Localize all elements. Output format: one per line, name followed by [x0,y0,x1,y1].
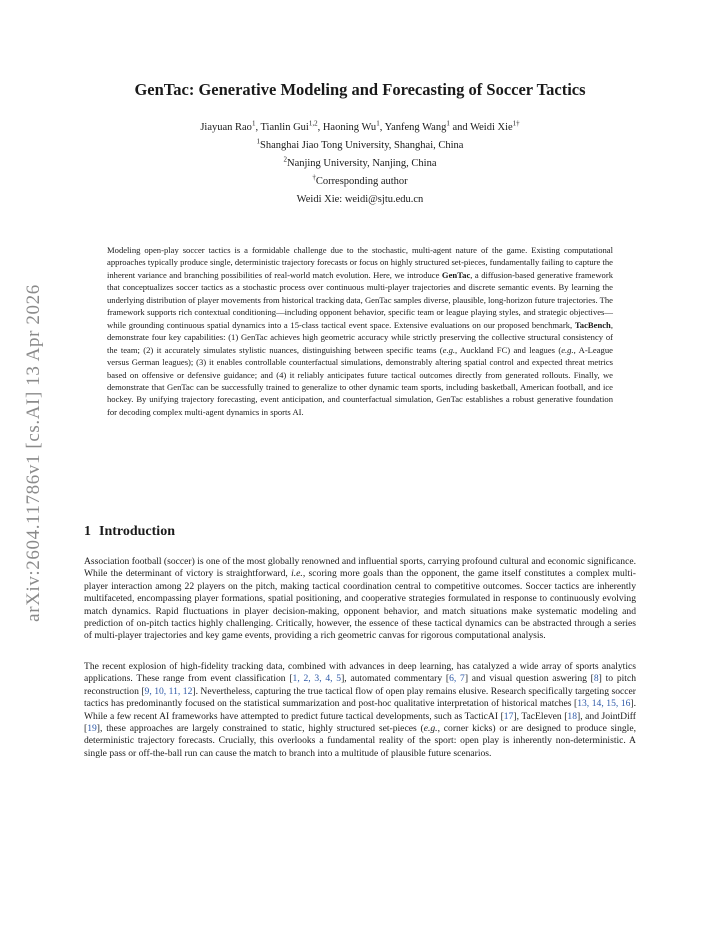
body-text: Association football (soccer) is one of the most globally renowned and influential sports, carrying profound cultural and economic significance. While the determinant of victory is straightforward, [84,556,637,580]
affiliation-text: Nanjing University, Nanjing, China [286,158,437,169]
abstract-text: , a diffusion-based generative framework that conceptualizes soccer tactics as a stochastic process over continuous multi-player trajectories and discrete semantic events. By learning the underlying distribution of player movements from historical tracking data, GenTac samples diverse, plausible, long-horizon future trajectories. The framework supports rich contextual conditioning—including opponent behavior, specific team or league playing styles, and strategic objectives—while grounding continuous spatial dynamics into a 15-class tactical event space. Extensive evaluations on our proposed benchmark, [107,269,613,330]
body-text: The recent explosion of high-fidelity tracking data, combined with advances in deep learning, has catalyzed a wide array of sports analytics applications. These range from event classification [ [84,661,636,685]
affiliation-line [84,155,636,173]
author-affiliation-mark: 1 [251,119,256,128]
benchmark-name: TacBench [574,319,611,330]
intro-paragraph-2 [84,661,636,760]
author-affiliation-mark: 1† [512,119,520,128]
author-separator: and [449,122,471,133]
body-text: ] to pitch reconstruction [ [84,673,637,697]
affiliation-mark: † [312,173,316,182]
author-name: Jiayuan Rao [200,122,252,133]
arxiv-identifier [14,0,54,932]
body-text: , corner kicks) or are designed to produce single, deterministic trajectory forecasts. Crucially, this overlooks a fundamental reality of the sport: open play is inherently non-deterministic. A single pass or off-the-ball run can cause the match to branch into a multitude of plausible future scenarios. [84,723,636,759]
body-emphasis: e.g. [423,723,438,735]
author-affiliation-mark: 1,2 [308,119,318,128]
citation-link[interactable]: 1, 2, 3, 4, 5 [292,673,342,685]
abstract-text: , Auckland FC) and leagues ( [455,344,562,355]
affiliation-line [84,137,636,155]
citation-link[interactable]: 8 [593,673,599,685]
author-separator: , [255,122,261,133]
abstract-text: , demonstrate four key capabilities: (1) GenTac achieves high geometric accuracy while strictly preserving the collective structural consistency of the team; (2) it accurately simulates stylistic nuances, distinguishing between specific teams ( [107,319,613,355]
author-name: Tianlin Gui [260,122,309,133]
section-title: Introduction [99,524,175,539]
affiliation-mark: 1 [256,137,261,146]
affiliation-text: Corresponding author [315,176,408,187]
abstract-emphasis: e.g. [561,344,574,355]
author-list [84,119,636,137]
body-text: ]. While a few recent AI frameworks have attempted to predict future tactical developments, such as TacticAI [ [84,698,637,722]
citation-link[interactable]: 9, 10, 11, 12 [144,685,193,697]
abstract-paragraph [107,244,613,418]
body-text: ], these approaches are largely constrained to static, highly structured set-pieces ( [96,723,424,735]
author-separator: , [317,122,323,133]
citation-link[interactable]: 18 [567,710,578,722]
citation-link[interactable]: 6, 7 [449,673,465,685]
intro-paragraph-1 [84,556,636,643]
author-name: Weidi Xie [470,122,513,133]
affiliation-text: Shanghai Jiao Tong University, Shanghai, China [260,140,464,151]
body-text: ] and visual question aswering [ [464,673,594,685]
affiliation-mark: 2 [283,155,287,164]
author-affiliation-mark: 1 [446,119,450,128]
citation-link[interactable]: 19 [87,723,97,735]
affiliation-line [84,173,636,191]
author-name: Haoning Wu [322,122,377,133]
body-emphasis: i.e. [291,568,303,580]
abstract-emphasis: e.g. [442,344,456,355]
body-text: , scoring more goals than the opponent, the game itself constitutes a complex multi-player interaction among 22 players on the pitch, making tactical coordination central to competitive outcomes. Soccer tactics are inherently multifaceted, encompassing player formations, spatial positioning, and cooperative strategies formulated in response to continuously evolving match dynamics. Rapid fluctuations in player decision-making, opponent behavior, and match situations make systematic modeling and prediction of on-pitch tactics highly challenging. Critically, however, the essence of these tactical dynamics can be abstracted through a series of multi-player trajectories and key game events, providing a rich geometric canvas for rigorous computational analysis. [84,568,636,642]
section-heading [84,524,175,540]
body-text: ], automated commentary [ [341,673,450,685]
body-text: ], and JointDiff [ [84,710,636,735]
arxiv-identifier-text: arXiv:2604.11786v1 [cs.AI] 13 Apr 2026 [23,284,44,622]
citation-link[interactable]: 13, 14, 15, 16 [577,698,631,710]
abstract-text: , A-League versus German leagues); (3) it enables controllable counterfactual simulations, demonstrably altering spatial control and expected threat metrics based on offensive or defensive guidance; and (4) it reliably anticipates future tactical outcomes directly from generated rollouts. Finally, we demonstrate that GenTac can be successfully trained to generalize to other dynamic team sports, including basketball, American football, and ice hockey. By unifying trajectory forecasting, event anticipation, and counterfactual simulation, GenTac establishes a robust generative foundation for decoding complex multi-agent dynamics in sports AI. [107,344,613,417]
body-text: ]. Nevertheless, capturing the true tactical flow of open play remains elusive. Research specifically targeting soccer tactics has predominantly focused on the statistical summarization and post-hoc qualitative interpretation of historical matches [ [84,685,636,710]
author-affiliation-mark: 1 [376,119,380,128]
paper-title: GenTac: Generative Modeling and Forecasting of Soccer Tactics [134,80,586,99]
author-name: Yanfeng Wang [384,122,447,133]
section-number: 1 [84,524,91,539]
abstract-text: Modeling open-play soccer tactics is a formidable challenge due to the stochastic, multi-agent nature of the game. Existing computational approaches typically produce single, deterministic trajectory forecasts or focus on highly structured set-pieces, fundamentally failing to capture the inherent variance and branching possibilities of real-world match evolution. Here, we introduce [107,245,613,280]
citation-link[interactable]: 17 [503,710,514,722]
author-separator: , [379,122,385,133]
method-name: GenTac [441,269,471,280]
body-text: ], TacEleven [ [513,710,568,722]
abstract [107,244,613,418]
author-block [84,119,636,209]
contact-email: Weidi Xie: weidi@sjtu.edu.cn [296,194,424,205]
